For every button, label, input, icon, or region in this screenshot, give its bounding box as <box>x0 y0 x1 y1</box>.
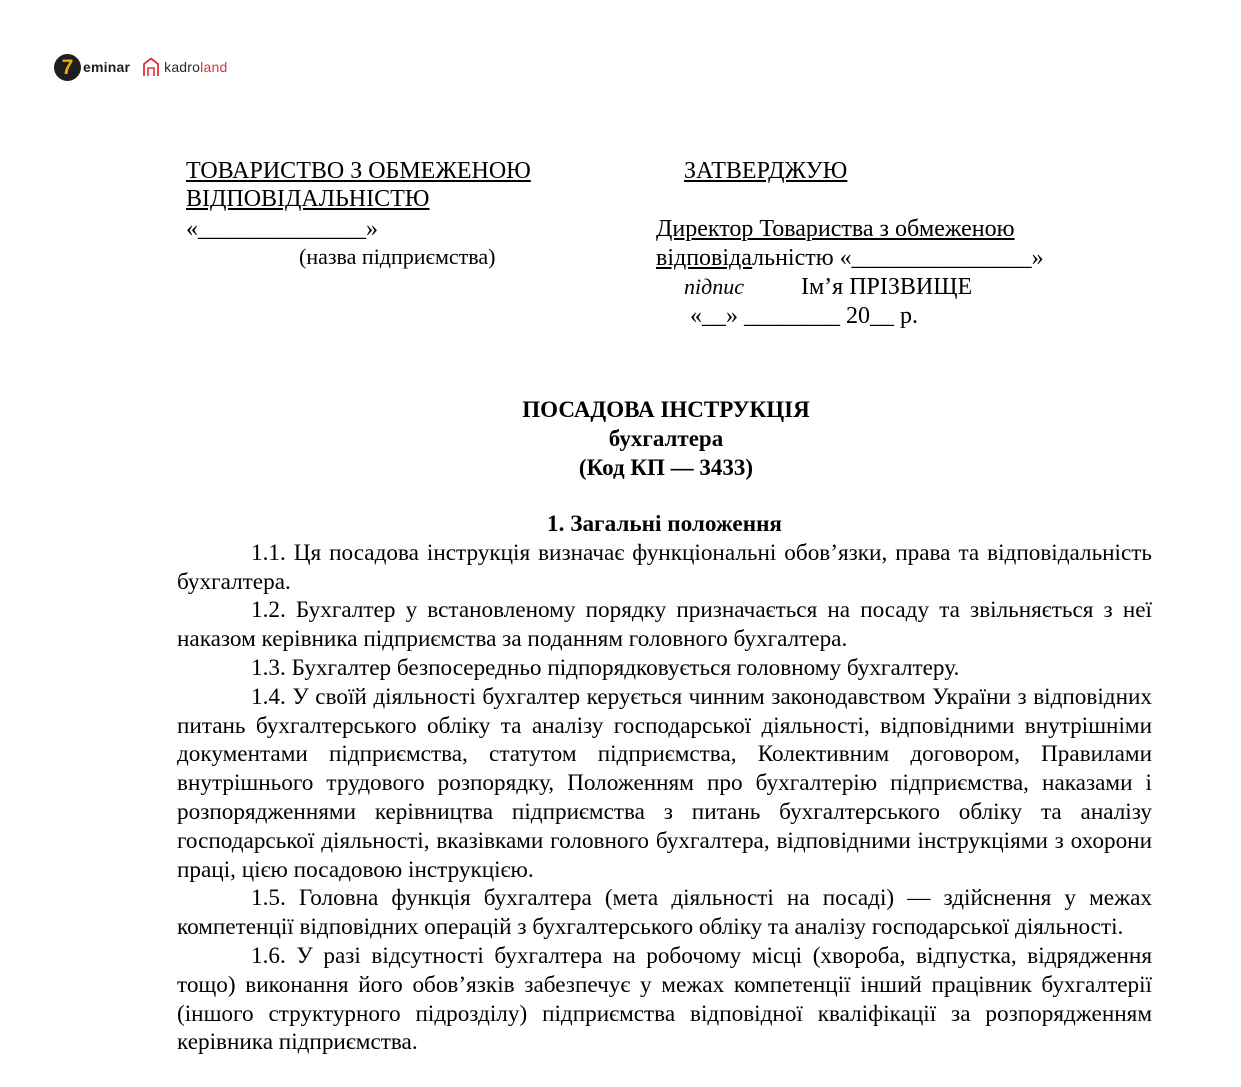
director-name-placeholder: Ім’я ПРІЗВИЩЕ <box>801 274 973 300</box>
title-line-1: ПОСАДОВА ІНСТРУКЦІЯ <box>522 397 810 422</box>
director-title-line2-rest: льністю «_______________» <box>752 245 1044 271</box>
seminar-digit: 7 <box>61 56 74 79</box>
company-name-blank: «______________» <box>186 216 378 242</box>
signature-label: підпис <box>684 274 745 299</box>
document-title <box>180 395 1152 482</box>
director-title-line1: Директор Товариства з обмеженою <box>656 216 1015 242</box>
company-type-line1: ТОВАРИСТВО З ОБМЕЖЕНОЮ <box>186 158 531 184</box>
paragraph-1-4: 1.4. У своїй діяльності бухгалтер керується чинним законодавством України з відповідних питань бухгалтерського обліку та аналізу господарської діяльності, відповідними внутрішніми документами підприємства, статутом підприємства, Колективним договором, Правилами внутрішнього трудового розпорядку, Положенням про бухгалтерію підприємства, наказами і розпорядженнями керівництва підприємства з питань бухгалтерського обліку та аналізу господарської діяльності, вказівками головного бухгалтера, відповідними інструкціями з охорони праці, цією посадовою інструкцією. <box>177 683 1152 883</box>
seminar-logo <box>54 52 130 82</box>
paragraph-1-2: 1.2. Бухгалтер у встановленому порядку призначається на посаду та звільняється з неї наказом керівника підприємства за поданням головного бухгалтера. <box>177 597 1152 653</box>
approval-date-line: «__» ________ 20__ р. <box>690 303 918 329</box>
seminar-word: eminar <box>83 59 131 75</box>
kadroland-house-icon <box>142 57 160 77</box>
section-heading: 1. Загальні положення <box>547 511 782 537</box>
kadroland-word <box>164 59 227 75</box>
company-type-line2: ВІДПОВІДАЛЬНІСТЮ <box>186 186 430 212</box>
director-title-line2-underlined: відповіда <box>656 245 753 271</box>
paragraph-1-6: 1.6. У разі відсутності бухгалтера на робочому місці (хвороба, відпустка, відрядження тощо) виконання його обов’язків забезпечує у межах компетенції інший працівник бухгалтерії (іншого структурного підрозділу) підприємства відповідної кваліфікації за розпорядженням керівника підприємства. <box>177 942 1152 1056</box>
logos-row <box>54 52 227 82</box>
land-word-part: land <box>200 59 228 75</box>
approve-heading: ЗАТВЕРДЖУЮ <box>684 158 848 184</box>
kadro-word-part: kadro <box>164 59 201 75</box>
kadroland-logo <box>142 52 227 82</box>
paragraph-1-5: 1.5. Головна функція бухгалтера (мета діяльності на посаді) — здійснення у межах компетенції відповідних операцій з бухгалтерського обліку та аналізу господарської діяльності. <box>177 885 1152 941</box>
title-line-3: (Код КП — 3433) <box>578 455 754 480</box>
company-name-caption: (назва підприємства) <box>299 244 496 269</box>
title-line-2: бухгалтера <box>608 426 724 451</box>
seminar-badge-icon <box>54 54 81 81</box>
paragraph-1-1: 1.1. Ця посадова інструкція визначає функціональні обов’язки, права та відповідальність бухгалтера. <box>177 539 1152 595</box>
paragraph-1-3: 1.3. Бухгалтер безпосередньо підпорядковується головному бухгалтеру. <box>251 654 960 681</box>
section-general-provisions <box>177 510 1152 1057</box>
director-title-line2 <box>656 244 1044 272</box>
